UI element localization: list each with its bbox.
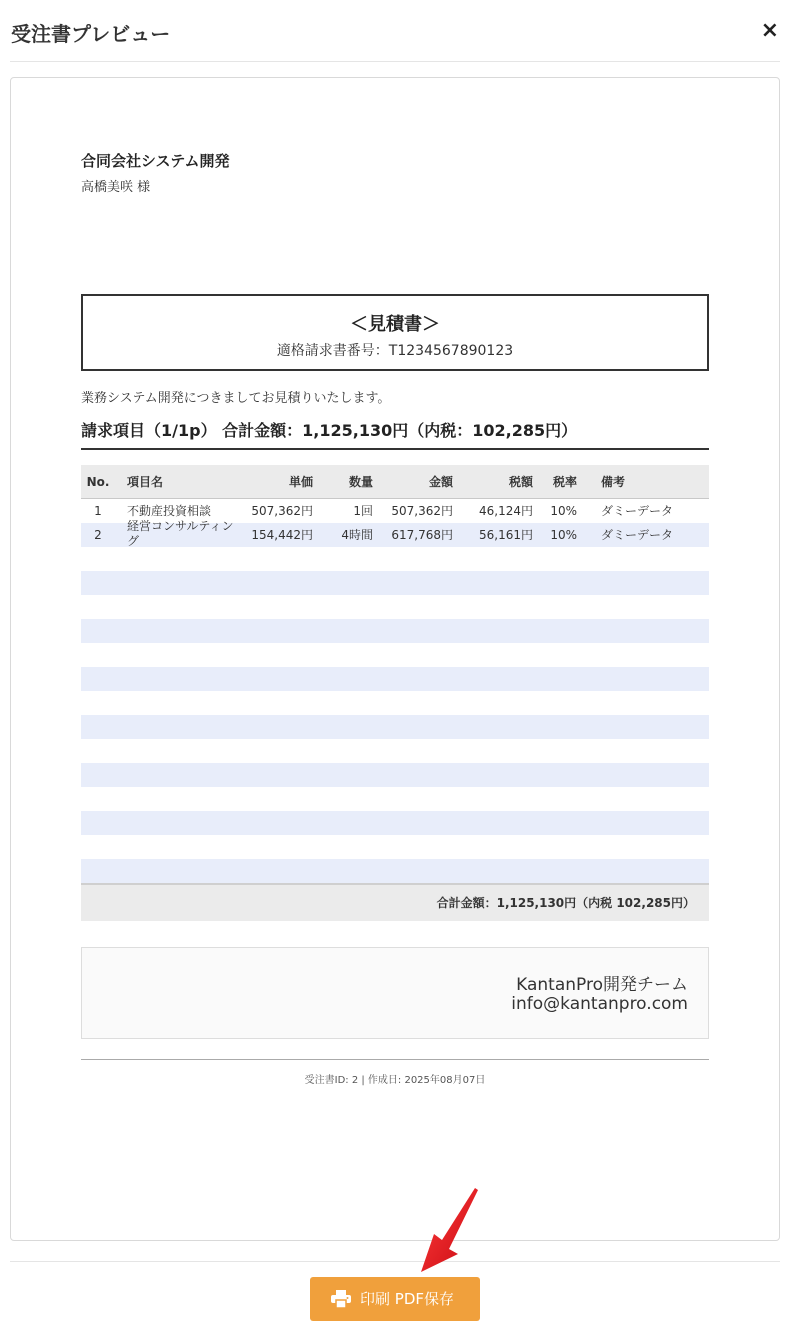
printer-icon — [331, 1290, 351, 1308]
modal-header — [0, 0, 790, 62]
document-title: ＜見積書＞ — [350, 314, 440, 335]
cell-name: 不動産投資相談 — [127, 504, 212, 518]
recipient-name: 高橋美咲 様 — [81, 180, 151, 195]
footer-divider — [81, 1059, 709, 1060]
sender-email: info@kantanpro.com — [511, 994, 688, 1014]
empty-row — [81, 739, 709, 763]
header-name: 項目名 — [127, 475, 164, 489]
empty-row — [81, 787, 709, 811]
empty-row — [81, 595, 709, 619]
header-rate: 税率 — [552, 475, 577, 489]
empty-row — [81, 691, 709, 715]
print-button-label: 印刷 PDF保存 — [360, 1290, 454, 1308]
billing-summary: 請求項目（1/1p） 合計金額：1,125,130円（内税：102,285円） — [81, 421, 578, 440]
items-table — [81, 465, 709, 921]
close-icon[interactable]: × — [760, 18, 779, 43]
cell-qty: 1回 — [353, 504, 373, 518]
intro-text: 業務システム開発につきましてお見積りいたします。 — [81, 391, 391, 406]
cell-note: ダミーデータ — [601, 528, 674, 542]
header-divider — [10, 61, 780, 62]
company-name: 合同会社システム開発 — [81, 152, 230, 170]
table-total: 合計金額：1,125,130円（内税 102,285円） — [436, 896, 695, 910]
document-footer: 受注書ID: 2 | 作成日: 2025年08月07日 — [304, 1075, 486, 1086]
cell-note: ダミーデータ — [601, 504, 674, 518]
sender-box — [81, 947, 709, 1039]
arrow-annotation-icon — [418, 1188, 482, 1276]
cell-no: 2 — [94, 528, 102, 542]
document-title-box — [81, 294, 709, 371]
cell-rate: 10% — [550, 528, 577, 542]
empty-row — [81, 763, 709, 787]
header-no: No. — [86, 475, 110, 489]
empty-row — [81, 667, 709, 691]
cell-tax: 56,161円 — [479, 528, 533, 542]
empty-row — [81, 835, 709, 859]
header-qty: 数量 — [348, 475, 373, 489]
table-row — [81, 519, 709, 548]
header-price: 単価 — [288, 475, 313, 489]
cell-qty: 4時間 — [341, 528, 373, 542]
print-pdf-button[interactable] — [310, 1277, 480, 1321]
empty-row — [81, 619, 709, 643]
empty-row — [81, 643, 709, 667]
preview-frame[interactable] — [10, 77, 780, 1241]
summary-divider — [81, 448, 709, 450]
cell-name: 経営コンサルティング — [127, 519, 234, 548]
cell-rate: 10% — [550, 504, 577, 518]
header-tax: 税額 — [508, 475, 533, 489]
empty-row — [81, 859, 709, 883]
cell-price: 154,442円 — [251, 528, 313, 542]
header-note: 備考 — [601, 475, 626, 489]
modal-title: 受注書プレビュー — [11, 22, 171, 46]
table-total-row — [81, 883, 709, 921]
empty-row — [81, 571, 709, 595]
footer-divider — [10, 1261, 780, 1262]
cell-no: 1 — [94, 504, 102, 518]
table-header — [81, 465, 709, 499]
cell-price: 507,362円 — [251, 504, 313, 518]
cell-amount: 617,768円 — [391, 528, 453, 542]
empty-row — [81, 811, 709, 835]
cell-amount: 507,362円 — [391, 504, 453, 518]
sender-name: KantanPro開発チーム — [516, 975, 688, 995]
registration-number: 適格請求書番号：T1234567890123 — [276, 343, 514, 359]
empty-row — [81, 547, 709, 571]
empty-row — [81, 715, 709, 739]
header-amount: 金額 — [428, 475, 453, 489]
cell-tax: 46,124円 — [479, 504, 533, 518]
